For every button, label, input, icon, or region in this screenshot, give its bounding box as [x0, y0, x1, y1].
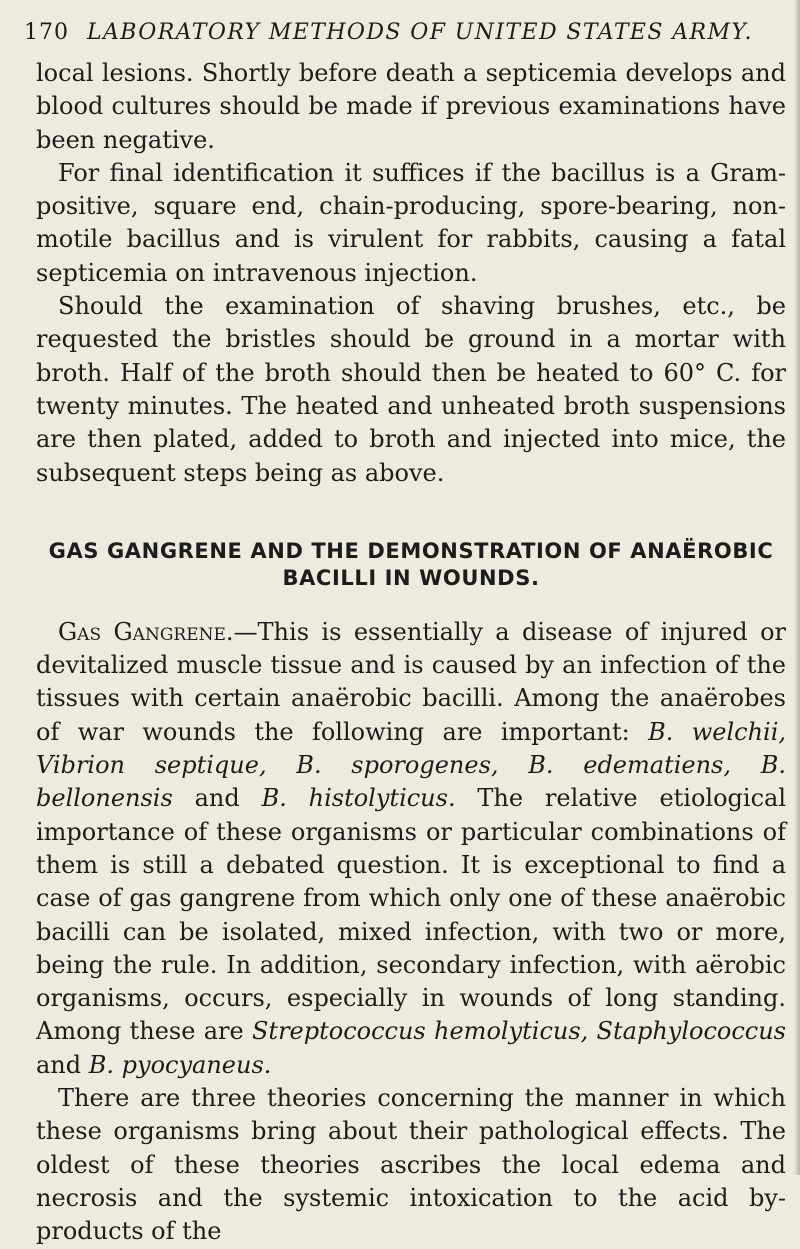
text-run: and [172, 784, 262, 813]
paragraph-theories: There are three theories concerning the manner in which these organisms bring about their pathological effects. The oldest of these theories ascribes the local edema and necrosis and the systemic intoxication to the acid by-products of the [36, 1084, 786, 1246]
organism-names: Streptococcus hemolyticus, Staphylococcus [251, 1017, 786, 1046]
organism-names: B. welchii, Vibrion septique, B. sporogenes, B. edematiens, B. bellonensis [36, 717, 787, 813]
organism-name: B. pyocyaneus. [88, 1050, 272, 1079]
section-heading-line-2: BACILLI IN WOUNDS. [282, 565, 540, 590]
section-heading-line-1: GAS GANGRENE AND THE DEMONSTRATION OF ANAËROBIC [48, 538, 774, 563]
paragraph-identification: For final identification it suffices if the bacillus is a Gram-positive, square end, chain-producing, spore-bearing, non-motile bacillus and is virulent for rabbits, causing a fatal septicemia on intravenous injection. [36, 158, 786, 287]
paragraph-shaving-brushes: Should the examination of shaving brushes, etc., be requested the bristles should be ground in a mortar with broth. Half of the broth should then be heated to 60° C. for twenty minutes. The heated and unheated broth suspensions are then plated, added to broth and injected into mice, the subsequent steps being as above. [36, 292, 786, 487]
running-title: LABORATORY METHODS OF UNITED STATES ARMY. [87, 20, 753, 45]
running-head [24, 20, 786, 45]
section-heading [36, 538, 786, 592]
text-run: The relative etiological importance of these organisms or particular combinations of them is still a debated question. It is exceptional to find a case of gas gangrene from which only one of these anaërobic bacilli can be isolated, mixed infection, with two or more, being the rule. In addition, secondary infection, with aërobic organisms, occurs, especially in wounds of long standing. Among these are [36, 784, 787, 1046]
scan-edge-shadow [794, 0, 800, 1175]
organism-name: B. histolyticus. [261, 784, 456, 813]
paragraph-continuation: local lesions. Shortly before death a septicemia develops and blood cultures should be made if previous examinations have been negative. [36, 59, 786, 154]
paragraph-gas-gangrene [36, 616, 786, 1082]
text-run: —This is essentially a disease of injured or devitalized muscle tissue and is caused by an infection of the tissues with certain anaërobic bacilli. Among the anaërobes of war wounds the following are important: [36, 617, 786, 746]
text-run: and [36, 1050, 89, 1079]
page-number: 170 [24, 20, 69, 45]
lead-in: Gas Gangrene. [58, 617, 234, 646]
